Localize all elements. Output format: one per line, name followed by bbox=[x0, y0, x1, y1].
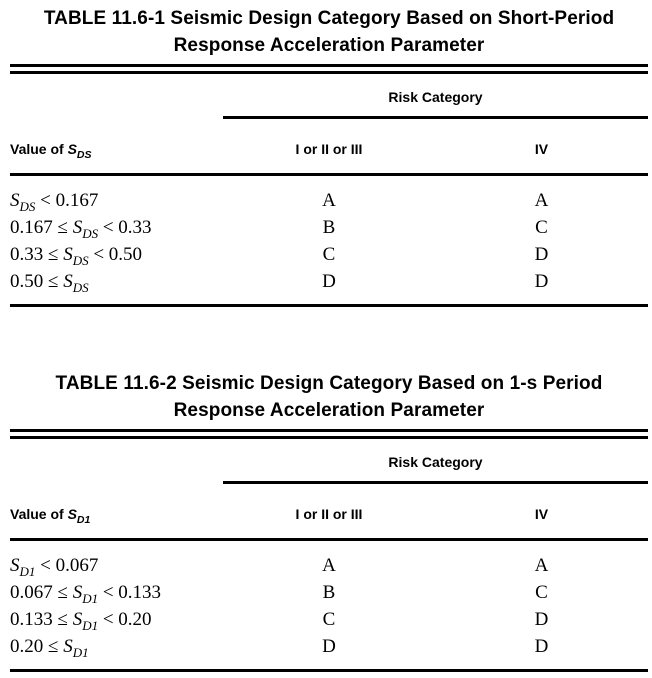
stub-header bbox=[10, 141, 223, 161]
col-header-risk-4: IV bbox=[534, 141, 549, 157]
math-symbol: S bbox=[10, 555, 20, 576]
category-cell: B bbox=[322, 582, 336, 603]
stub-spacer bbox=[10, 454, 223, 484]
table-row bbox=[10, 633, 648, 660]
column-header-row bbox=[10, 506, 648, 526]
condition-cell bbox=[10, 187, 223, 214]
math-subscript: D1 bbox=[82, 617, 99, 633]
condition-cell bbox=[10, 241, 223, 268]
category-cell: A bbox=[322, 190, 336, 211]
risk-category-header: Risk Category bbox=[388, 454, 483, 470]
col-header-risk-1-2-3: I or II or III bbox=[295, 506, 363, 522]
table-row bbox=[10, 187, 648, 214]
column-header-row bbox=[10, 141, 648, 161]
category-cell: C bbox=[535, 217, 548, 238]
spanner-row bbox=[10, 89, 648, 119]
table-11-6-1 bbox=[10, 0, 648, 307]
condition-pre: 0.067 ≤ bbox=[10, 582, 73, 603]
condition-cell bbox=[10, 579, 223, 606]
table-body bbox=[10, 541, 648, 669]
condition-post: < 0.50 bbox=[88, 244, 143, 265]
spanner-row bbox=[10, 454, 648, 484]
math-symbol: S bbox=[63, 636, 73, 657]
category-cell: C bbox=[322, 609, 336, 630]
condition-pre: 0.20 ≤ bbox=[10, 636, 64, 657]
category-cell: C bbox=[322, 244, 336, 265]
math-symbol: S bbox=[10, 190, 20, 211]
stub-header-text: Value of bbox=[10, 506, 68, 522]
bottom-rule bbox=[10, 669, 648, 672]
condition-post: < 0.067 bbox=[35, 555, 99, 576]
math-symbol: S bbox=[67, 141, 77, 157]
table-row bbox=[10, 552, 648, 579]
category-cell: C bbox=[535, 582, 548, 603]
category-cell: D bbox=[322, 271, 336, 292]
table-title-line-2: Response Acceleration Parameter bbox=[173, 35, 485, 56]
condition-post: < 0.167 bbox=[35, 190, 99, 211]
condition-cell bbox=[10, 633, 223, 660]
table-row bbox=[10, 606, 648, 633]
math-subscript: D1 bbox=[76, 513, 91, 526]
table-title-line-1: TABLE 11.6-2 Seismic Design Category Based on 1-s Period bbox=[55, 373, 603, 394]
math-symbol: S bbox=[72, 609, 83, 630]
condition-pre: 0.133 ≤ bbox=[10, 609, 73, 630]
condition-post: < 0.133 bbox=[98, 582, 162, 603]
math-symbol: S bbox=[63, 244, 73, 265]
condition-post: < 0.20 bbox=[98, 609, 152, 630]
document-page bbox=[10, 0, 648, 672]
condition-cell bbox=[10, 268, 223, 295]
math-subscript: D1 bbox=[82, 590, 99, 606]
category-cell: D bbox=[534, 271, 549, 292]
col-header-risk-4: IV bbox=[534, 506, 549, 522]
table-title bbox=[10, 370, 648, 424]
condition-pre: 0.50 ≤ bbox=[10, 271, 64, 292]
category-cell: B bbox=[322, 217, 336, 238]
risk-category-spanner bbox=[223, 454, 648, 484]
table-title-line-1: TABLE 11.6-1 Seismic Design Category Based on Short-Period bbox=[43, 8, 615, 29]
table-title-line-2: Response Acceleration Parameter bbox=[173, 400, 485, 421]
stub-header-text: Value of bbox=[10, 141, 68, 157]
math-subscript: DS bbox=[19, 198, 36, 214]
double-rule bbox=[10, 64, 648, 74]
math-subscript: DS bbox=[72, 252, 89, 268]
math-subscript: D1 bbox=[72, 644, 89, 660]
math-symbol: S bbox=[63, 271, 73, 292]
math-subscript: DS bbox=[76, 148, 92, 161]
stub-header bbox=[10, 506, 223, 526]
condition-cell bbox=[10, 606, 223, 633]
category-cell: A bbox=[534, 190, 549, 211]
category-cell: D bbox=[534, 244, 549, 265]
category-cell: D bbox=[534, 609, 549, 630]
condition-post: < 0.33 bbox=[98, 217, 152, 238]
risk-category-spanner bbox=[223, 89, 648, 119]
math-subscript: DS bbox=[82, 225, 99, 241]
math-subscript: DS bbox=[72, 279, 89, 295]
risk-category-header: Risk Category bbox=[388, 89, 483, 105]
table-title bbox=[10, 5, 648, 59]
table-row bbox=[10, 268, 648, 295]
table-body bbox=[10, 176, 648, 304]
stub-spacer bbox=[10, 89, 223, 119]
category-cell: D bbox=[534, 636, 549, 657]
condition-pre: 0.33 ≤ bbox=[10, 244, 64, 265]
bottom-rule bbox=[10, 304, 648, 307]
double-rule bbox=[10, 429, 648, 439]
math-symbol: S bbox=[72, 217, 83, 238]
condition-pre: 0.167 ≤ bbox=[10, 217, 73, 238]
table-row bbox=[10, 579, 648, 606]
category-cell: D bbox=[322, 636, 336, 657]
table-row bbox=[10, 241, 648, 268]
category-cell: A bbox=[322, 555, 336, 576]
category-cell: A bbox=[534, 555, 549, 576]
table-row bbox=[10, 214, 648, 241]
math-subscript: D1 bbox=[19, 563, 36, 579]
condition-cell bbox=[10, 214, 223, 241]
col-header-risk-1-2-3: I or II or III bbox=[295, 141, 363, 157]
condition-cell bbox=[10, 552, 223, 579]
math-symbol: S bbox=[72, 582, 83, 603]
table-11-6-2 bbox=[10, 365, 648, 672]
math-symbol: S bbox=[67, 506, 77, 522]
